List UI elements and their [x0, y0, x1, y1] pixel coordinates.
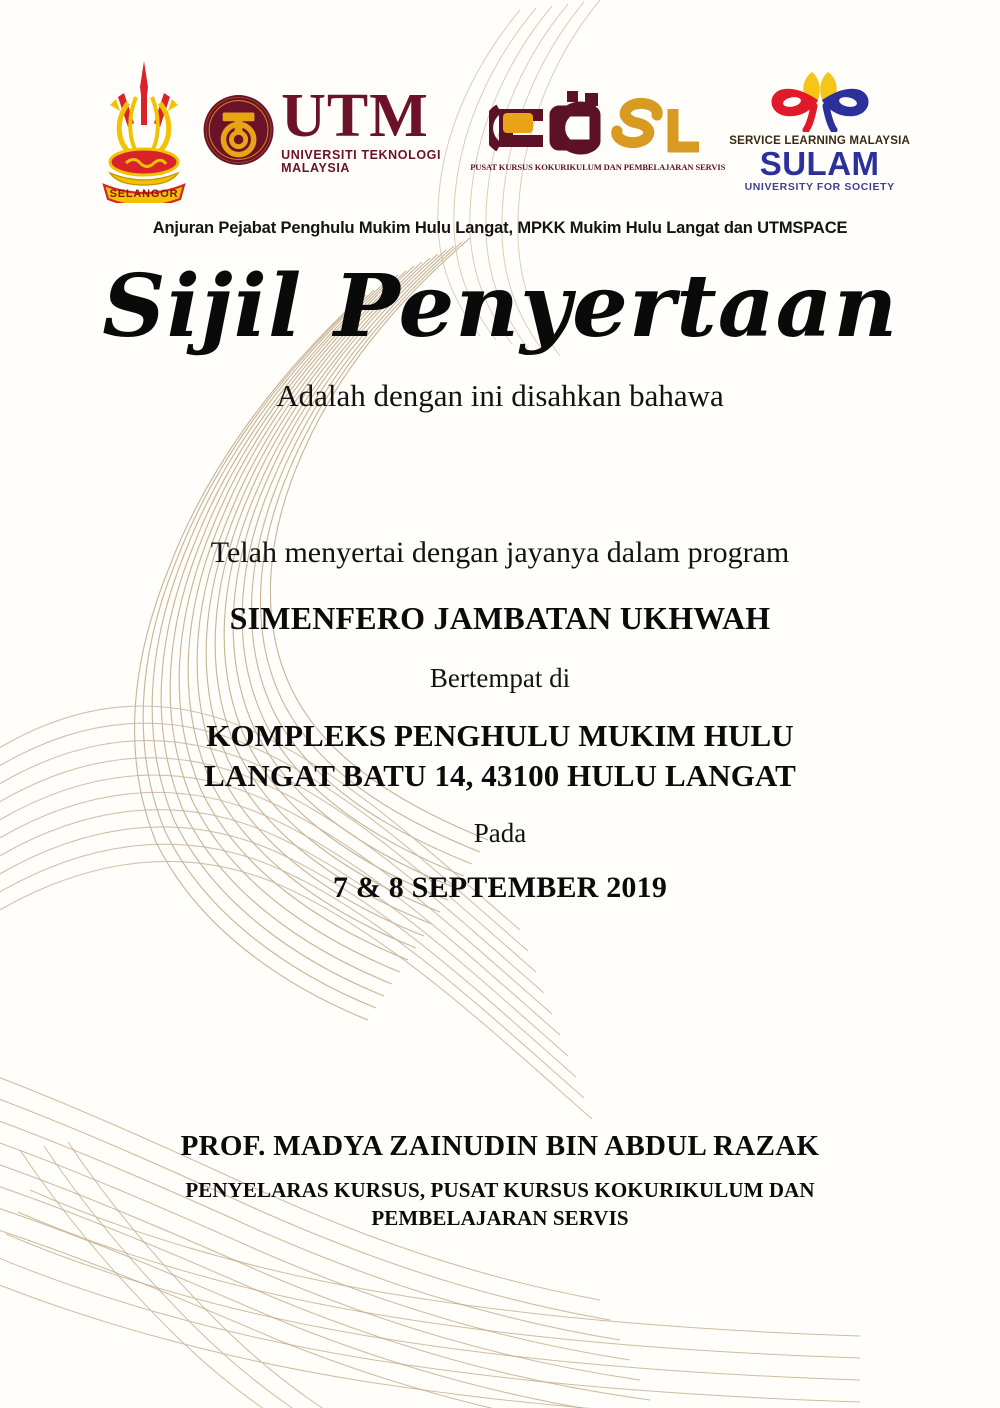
ccsl-wordmark-icon	[489, 87, 707, 161]
program-name: SIMENFERO JAMBATAN UKHWAH	[229, 600, 771, 637]
date-intro-line: Pada	[473, 817, 527, 848]
utm-wordmark: UTM	[281, 82, 429, 150]
ccsl-logo	[470, 87, 725, 172]
signatory-title-line-2: PEMBELAJARAN SERVIS	[371, 1205, 629, 1230]
organiser-line: Anjuran Pejabat Penghulu Mukim Hulu Langat, MPKK Mukim Hulu Langat dan UTMSPACE	[152, 219, 848, 237]
venue-block	[204, 716, 796, 795]
venue-line-2: LANGAT BATU 14, 43100 HULU LANGAT	[204, 757, 796, 793]
utm-logo	[202, 84, 466, 176]
utm-roundel-icon	[202, 84, 275, 176]
certificate-title: Sijil Penyertaan	[101, 256, 899, 357]
signatory-name: PROF. MADYA ZAINUDIN BIN ABDUL RAZAK	[180, 1130, 820, 1162]
sulam-ribbon-icon	[760, 66, 880, 132]
sulam-top-text: SERVICE LEARNING MALAYSIA	[729, 135, 910, 148]
sulam-logo	[729, 66, 910, 193]
svg-text:SELANGOR: SELANGOR	[109, 187, 179, 200]
sulam-bottom-text: UNIVERSITY FOR SOCIETY	[744, 180, 895, 193]
sulam-wordmark: SULAM	[759, 145, 880, 183]
attestation-line: Adalah dengan ini disahkan bahawa	[276, 378, 724, 414]
venue-intro-line: Bertempat di	[429, 663, 571, 694]
program-intro-line: Telah menyertai dengan jayanya dalam program	[210, 536, 790, 570]
venue-line-1: KOMPLEKS PENGHULU MUKIM HULU	[206, 718, 794, 754]
ccsl-subtitle: PUSAT KURSUS KOKURIKULUM DAN PEMBELAJARAN SERVIS	[470, 162, 726, 172]
signatory-title-line-1: PENYELARAS KURSUS, PUSAT KURSUS KOKURIKULUM DAN	[185, 1178, 815, 1202]
utm-subtitle: UNIVERSITI TEKNOLOGI MALAYSIA	[281, 148, 442, 175]
logo-row	[90, 52, 910, 207]
selangor-state-crest-logo	[90, 57, 198, 203]
date-value: 7 & 8 SEPTEMBER 2019	[332, 870, 668, 904]
